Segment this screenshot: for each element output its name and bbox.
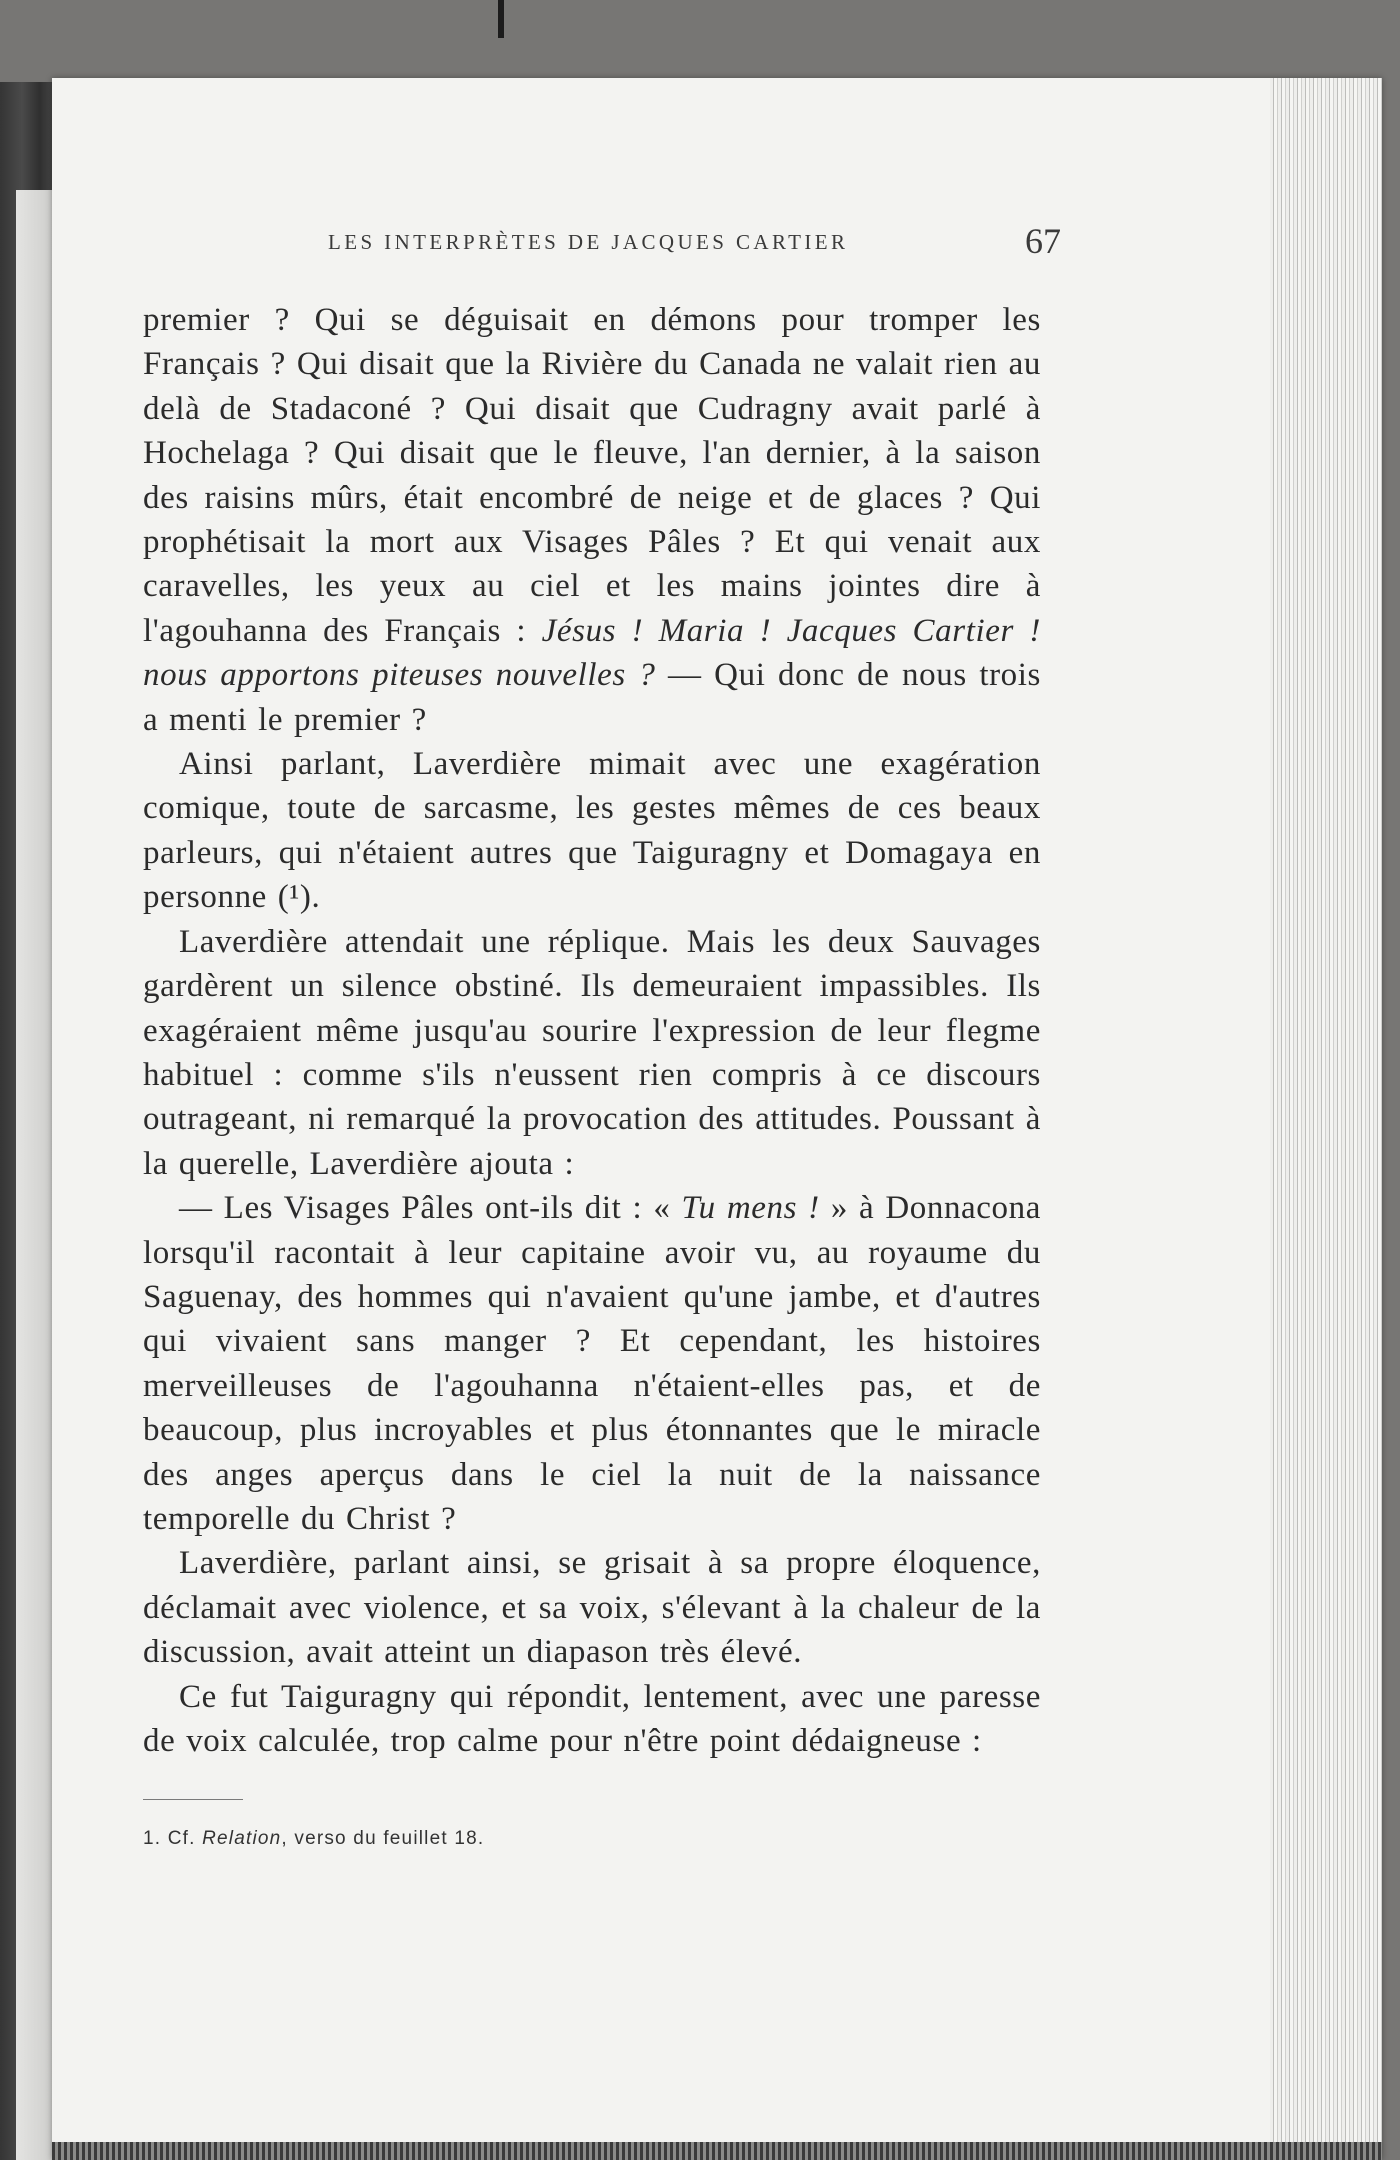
paragraph-4-text: — Les Visages Pâles ont-ils dit : « — [179, 1190, 682, 1227]
paragraph-4-end: » à Donnacona lorsqu'il racontait à leur capitaine avoir vu, au royaume du Saguenay, des hommes qui n'avaient qu'une jambe, et d'autres qui vivaient sans manger ? Et cependant, les histoires merveilleuses de l'agouhanna n'étaient-elles pas, et de beaucoup, plus incroyables et plus étonnantes que le miracle des anges aperçus dans le ciel la nuit de la naissance temporelle du Christ ? — [143, 1190, 1041, 1537]
binding-mark — [498, 0, 504, 38]
body-text — [143, 298, 1041, 1763]
paragraph-2: Ainsi parlant, Laverdière mimait avec une exagération comique, toute de sarcasme, les gestes mêmes de ces beaux parleurs, qui n'étaient autres que Taiguragny et Domagaya en personne (¹). — [143, 746, 1041, 916]
running-title: LES INTERPRÈTES DE JACQUES CARTIER — [328, 230, 849, 254]
paragraph-3: Laverdière attendait une réplique. Mais les deux Sauvages gardèrent un silence obstiné. Ils demeuraient impassibles. Ils exagéraient même jusqu'au sourire l'expression de leur flegme habituel : comme s'ils n'eussent rien compris à ce discours outrageant, ni remarqué la provocation des attitudes. Poussant à la querelle, Laverdière ajouta : — [143, 923, 1041, 1182]
paragraph-1-italic: Jésus ! Maria ! Jacques Cartier ! nous apportons piteuses nouvelles ? — [143, 612, 1041, 694]
paragraph-1-text: premier ? Qui se déguisait en démons pour tromper les Français ? Qui disait que la Rivière du Canada ne valait rien au delà de Stadaconé ? Qui disait que Cudragny avait parlé à Hochelaga ? Qui disait que le fleuve, l'an dernier, à la saison des raisins mûrs, était encombré de neige et de glaces ? Qui prophétisait la mort aux Visages Pâles ? Et qui venait aux caravelles, les yeux au ciel et les mains jointes dire à l'agouhanna des Français : — [143, 302, 1041, 649]
text-column — [143, 221, 1061, 1850]
page-number: 67 — [1025, 221, 1061, 261]
footnote — [143, 1828, 1041, 1850]
bottom-page-ridge — [52, 2142, 1382, 2160]
paragraph-4-italic: Tu mens ! — [681, 1190, 820, 1227]
paragraph-5: Laverdière, parlant ainsi, se grisait à sa propre éloquence, déclamait avec violence, et sa voix, s'élevant à la chaleur de la discussion, avait atteint un diapason très élevé. — [143, 1545, 1041, 1671]
page-edges — [1270, 78, 1382, 2160]
paragraph-1 — [143, 298, 1041, 742]
running-head — [143, 221, 1061, 266]
paragraph-1-end: — Qui donc de nous trois a menti le premier ? — [143, 657, 1041, 738]
footnote-prefix: 1. Cf. — [143, 1828, 203, 1850]
footnote-end: , verso du feuillet 18. — [281, 1828, 485, 1850]
footnote-rule — [143, 1799, 243, 1800]
footnote-italic: Relation — [202, 1828, 282, 1850]
paragraph-4 — [143, 1186, 1041, 1541]
paragraph-6: Ce fut Taiguragny qui répondit, lentement, avec une paresse de voix calculée, trop calme pour n'être point dédaigneuse : — [143, 1678, 1041, 1759]
